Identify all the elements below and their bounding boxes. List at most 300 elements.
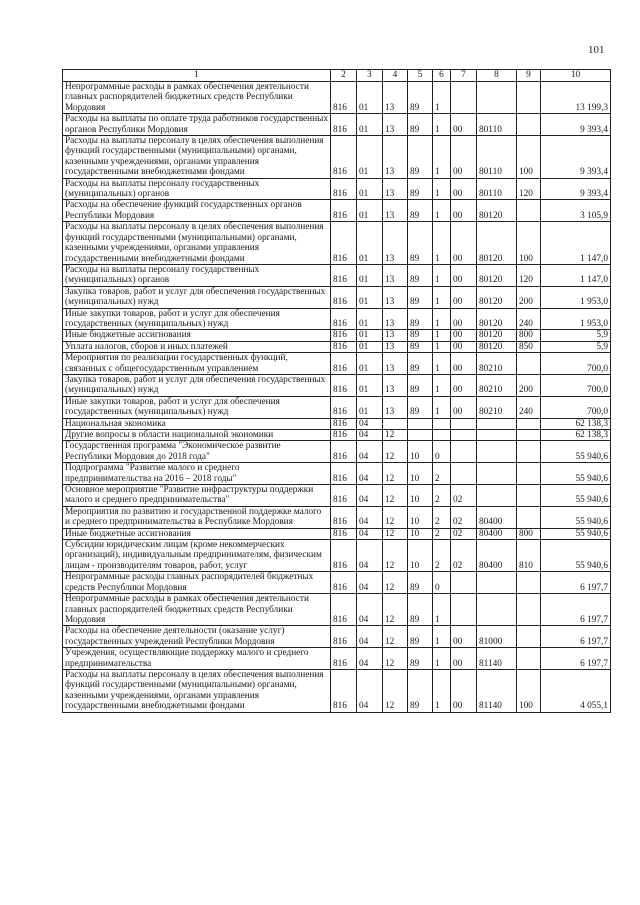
code-expense-type-cell: 240 xyxy=(517,396,541,418)
code-rz-cell: 04 xyxy=(357,463,383,485)
budget-table xyxy=(62,69,611,713)
table-body xyxy=(63,82,611,713)
code-expense-type-cell xyxy=(517,82,541,114)
row-name-cell: Учреждения, осуществляющие поддержку малого и среднего предпринимательства xyxy=(63,648,331,670)
code-rz-cell: 01 xyxy=(357,330,383,341)
code-expense-type-cell xyxy=(517,594,541,626)
code-activity-cell: 00 xyxy=(451,669,477,712)
code-subprogram-cell: 1 xyxy=(433,136,451,179)
code-rz-cell: 01 xyxy=(357,82,383,114)
code-activity-cell: 02 xyxy=(451,485,477,507)
code-expense-type-cell: 100 xyxy=(517,136,541,179)
table-row xyxy=(63,540,611,572)
code-activity-cell xyxy=(451,418,477,429)
amount-cell: 5,9 xyxy=(541,341,611,352)
header-cell: 5 xyxy=(408,70,433,82)
code-activity-cell: 00 xyxy=(451,136,477,179)
table-row xyxy=(63,200,611,222)
amount-cell: 1 147,0 xyxy=(541,222,611,265)
code-program-cell: 10 xyxy=(408,441,433,463)
code-activity-cell: 02 xyxy=(451,540,477,572)
amount-cell: 55 940,6 xyxy=(541,441,611,463)
code-activity-cell: 00 xyxy=(451,330,477,341)
row-name-cell: Расходы на выплаты по оплате труда работников государственных органов Республики Мордовия xyxy=(63,114,331,136)
amount-cell: 5,9 xyxy=(541,330,611,341)
table-row xyxy=(63,330,611,341)
amount-cell: 13 199,3 xyxy=(541,82,611,114)
code-pr-cell: 12 xyxy=(383,441,408,463)
code-gr-cell: 816 xyxy=(331,330,357,341)
code-rz-cell: 01 xyxy=(357,222,383,265)
code-rz-cell: 01 xyxy=(357,264,383,286)
header-cell: 1 xyxy=(63,70,331,82)
code-expense-type-cell: 200 xyxy=(517,374,541,396)
code-gr-cell: 816 xyxy=(331,82,357,114)
row-name-cell: Непрограммные расходы в рамках обеспечения деятельности главных распорядителей бюджетных средств Республики Мордовия xyxy=(63,594,331,626)
table-row xyxy=(63,222,611,265)
code-direction-cell xyxy=(477,441,517,463)
code-program-cell: 89 xyxy=(408,374,433,396)
row-name-cell: Уплата налогов, сборов и иных платежей xyxy=(63,341,331,352)
row-name-cell: Мероприятия по реализации государственных функций, связанных с общегосударственным управлением xyxy=(63,353,331,375)
row-name-cell: Подпрограмма "Развитие малого и среднего предпринимательства на 2016 – 2018 годы" xyxy=(63,463,331,485)
code-activity-cell: 02 xyxy=(451,528,477,539)
code-gr-cell: 816 xyxy=(331,463,357,485)
code-program-cell: 89 xyxy=(408,82,433,114)
code-gr-cell: 816 xyxy=(331,669,357,712)
code-activity-cell: 00 xyxy=(451,626,477,648)
amount-cell: 62 138,3 xyxy=(541,430,611,441)
table-row xyxy=(63,463,611,485)
code-activity-cell xyxy=(451,430,477,441)
code-direction-cell: 80120 xyxy=(477,286,517,308)
code-direction-cell xyxy=(477,418,517,429)
code-subprogram-cell: 2 xyxy=(433,540,451,572)
code-direction-cell: 80210 xyxy=(477,374,517,396)
row-name-cell: Государственная программа "Экономическое развитие Республики Мордовия до 2018 года" xyxy=(63,441,331,463)
code-pr-cell: 12 xyxy=(383,528,408,539)
header-cell: 9 xyxy=(517,70,541,82)
code-pr-cell: 12 xyxy=(383,572,408,594)
header-cell: 8 xyxy=(477,70,517,82)
code-gr-cell: 816 xyxy=(331,222,357,265)
code-pr-cell: 12 xyxy=(383,594,408,626)
code-direction-cell xyxy=(477,430,517,441)
code-subprogram-cell: 1 xyxy=(433,82,451,114)
code-expense-type-cell xyxy=(517,572,541,594)
row-name-cell: Закупка товаров, работ и услуг для обеспечения государственных (муниципальных) нужд xyxy=(63,286,331,308)
amount-cell: 1 953,0 xyxy=(541,308,611,330)
code-subprogram-cell: 1 xyxy=(433,374,451,396)
code-program-cell: 89 xyxy=(408,669,433,712)
code-program-cell: 89 xyxy=(408,222,433,265)
table-row xyxy=(63,353,611,375)
amount-cell: 55 940,6 xyxy=(541,540,611,572)
code-subprogram-cell xyxy=(433,430,451,441)
code-expense-type-cell: 200 xyxy=(517,286,541,308)
code-activity-cell: 00 xyxy=(451,374,477,396)
code-subprogram-cell: 1 xyxy=(433,264,451,286)
code-gr-cell: 816 xyxy=(331,485,357,507)
amount-cell: 700,0 xyxy=(541,374,611,396)
code-gr-cell: 816 xyxy=(331,506,357,528)
code-expense-type-cell xyxy=(517,506,541,528)
code-pr-cell: 13 xyxy=(383,200,408,222)
table-row xyxy=(63,430,611,441)
table-row xyxy=(63,572,611,594)
code-program-cell: 10 xyxy=(408,485,433,507)
code-program-cell: 10 xyxy=(408,540,433,572)
table-row xyxy=(63,648,611,670)
code-pr-cell: 12 xyxy=(383,626,408,648)
code-pr-cell: 13 xyxy=(383,374,408,396)
code-activity-cell: 00 xyxy=(451,114,477,136)
code-expense-type-cell: 800 xyxy=(517,528,541,539)
code-rz-cell: 04 xyxy=(357,506,383,528)
amount-cell: 6 197,7 xyxy=(541,572,611,594)
header-cell: 3 xyxy=(357,70,383,82)
table-row xyxy=(63,626,611,648)
amount-cell: 55 940,6 xyxy=(541,506,611,528)
header-cell: 4 xyxy=(383,70,408,82)
code-activity-cell: 00 xyxy=(451,353,477,375)
code-rz-cell: 01 xyxy=(357,200,383,222)
code-program-cell: 89 xyxy=(408,114,433,136)
code-rz-cell: 01 xyxy=(357,396,383,418)
code-program-cell xyxy=(408,430,433,441)
table-row xyxy=(63,114,611,136)
amount-cell: 6 197,7 xyxy=(541,626,611,648)
code-gr-cell: 816 xyxy=(331,353,357,375)
code-program-cell: 10 xyxy=(408,506,433,528)
code-direction-cell: 80400 xyxy=(477,540,517,572)
code-pr-cell: 13 xyxy=(383,178,408,200)
code-expense-type-cell xyxy=(517,418,541,429)
code-subprogram-cell: 1 xyxy=(433,286,451,308)
code-rz-cell: 04 xyxy=(357,669,383,712)
code-gr-cell: 816 xyxy=(331,441,357,463)
code-activity-cell xyxy=(451,463,477,485)
amount-cell: 6 197,7 xyxy=(541,594,611,626)
code-expense-type-cell xyxy=(517,485,541,507)
code-subprogram-cell: 1 xyxy=(433,200,451,222)
code-subprogram-cell: 1 xyxy=(433,178,451,200)
code-program-cell: 89 xyxy=(408,286,433,308)
row-name-cell: Иные закупки товаров, работ и услуг для обеспечения государственных (муниципальных) нужд xyxy=(63,308,331,330)
code-expense-type-cell: 850 xyxy=(517,341,541,352)
code-gr-cell: 816 xyxy=(331,286,357,308)
code-pr-cell: 12 xyxy=(383,540,408,572)
code-gr-cell: 816 xyxy=(331,528,357,539)
amount-cell: 9 393,4 xyxy=(541,114,611,136)
table-row xyxy=(63,286,611,308)
code-rz-cell: 01 xyxy=(357,353,383,375)
code-program-cell: 89 xyxy=(408,626,433,648)
code-rz-cell: 04 xyxy=(357,626,383,648)
table-row xyxy=(63,418,611,429)
code-activity-cell: 00 xyxy=(451,308,477,330)
code-rz-cell: 04 xyxy=(357,485,383,507)
row-name-cell: Непрограммные расходы в рамках обеспечения деятельности главных распорядителей бюджетных средств Республики Мордовия xyxy=(63,82,331,114)
table-row xyxy=(63,374,611,396)
code-pr-cell: 13 xyxy=(383,264,408,286)
code-subprogram-cell: 2 xyxy=(433,528,451,539)
row-name-cell: Мероприятия по развитию и государственной поддержке малого и среднего предпринимательства в Республике Мордовия xyxy=(63,506,331,528)
code-rz-cell: 01 xyxy=(357,374,383,396)
code-activity-cell xyxy=(451,572,477,594)
table-row xyxy=(63,485,611,507)
code-rz-cell: 04 xyxy=(357,441,383,463)
code-program-cell: 89 xyxy=(408,136,433,179)
code-direction-cell xyxy=(477,594,517,626)
amount-cell: 700,0 xyxy=(541,353,611,375)
code-direction-cell: 80110 xyxy=(477,114,517,136)
code-pr-cell: 12 xyxy=(383,506,408,528)
code-rz-cell: 04 xyxy=(357,528,383,539)
code-expense-type-cell: 800 xyxy=(517,330,541,341)
row-name-cell: Расходы на выплаты персоналу в целях обеспечения выполнения функций государственными (муниципальными) органами, казенными учреждениями, органами управления государственными внебюджетными фондами xyxy=(63,669,331,712)
code-rz-cell: 04 xyxy=(357,648,383,670)
code-program-cell: 10 xyxy=(408,463,433,485)
code-expense-type-cell: 120 xyxy=(517,178,541,200)
code-program-cell: 89 xyxy=(408,330,433,341)
code-activity-cell: 00 xyxy=(451,396,477,418)
code-subprogram-cell: 1 xyxy=(433,648,451,670)
code-subprogram-cell: 1 xyxy=(433,594,451,626)
code-gr-cell: 816 xyxy=(331,341,357,352)
code-expense-type-cell: 120 xyxy=(517,264,541,286)
code-direction-cell: 81000 xyxy=(477,626,517,648)
amount-cell: 9 393,4 xyxy=(541,178,611,200)
table-row xyxy=(63,594,611,626)
row-name-cell: Субсидии юридическим лицам (кроме некоммерческих организаций), индивидуальным предпринимателям, физическим лицам - производителям товаров, работ, услуг xyxy=(63,540,331,572)
code-program-cell: 89 xyxy=(408,648,433,670)
code-activity-cell: 00 xyxy=(451,341,477,352)
code-activity-cell: 00 xyxy=(451,222,477,265)
code-rz-cell: 01 xyxy=(357,178,383,200)
code-direction-cell: 80120 xyxy=(477,341,517,352)
code-expense-type-cell xyxy=(517,353,541,375)
amount-cell: 55 940,6 xyxy=(541,485,611,507)
row-name-cell: Расходы на выплаты персоналу в целях обеспечения выполнения функций государственными (муниципальными) органами, казенными учреждениями, органами управления государственными внебюджетными фондами xyxy=(63,136,331,179)
code-rz-cell: 01 xyxy=(357,341,383,352)
code-subprogram-cell: 1 xyxy=(433,308,451,330)
code-gr-cell: 816 xyxy=(331,374,357,396)
code-pr-cell: 12 xyxy=(383,648,408,670)
code-subprogram-cell: 2 xyxy=(433,463,451,485)
code-subprogram-cell: 2 xyxy=(433,485,451,507)
code-rz-cell: 01 xyxy=(357,136,383,179)
code-subprogram-cell: 2 xyxy=(433,506,451,528)
row-name-cell: Иные закупки товаров, работ и услуг для обеспечения государственных (муниципальных) нужд xyxy=(63,396,331,418)
code-pr-cell: 13 xyxy=(383,82,408,114)
code-direction-cell: 80400 xyxy=(477,528,517,539)
code-subprogram-cell: 1 xyxy=(433,222,451,265)
code-gr-cell: 816 xyxy=(331,418,357,429)
code-pr-cell: 13 xyxy=(383,308,408,330)
code-rz-cell: 04 xyxy=(357,540,383,572)
code-expense-type-cell xyxy=(517,114,541,136)
code-rz-cell: 01 xyxy=(357,114,383,136)
code-program-cell: 89 xyxy=(408,178,433,200)
code-activity-cell: 00 xyxy=(451,200,477,222)
code-program-cell: 89 xyxy=(408,594,433,626)
code-pr-cell: 12 xyxy=(383,669,408,712)
amount-cell: 3 105,9 xyxy=(541,200,611,222)
code-pr-cell: 13 xyxy=(383,353,408,375)
code-pr-cell: 13 xyxy=(383,341,408,352)
code-direction-cell: 80120 xyxy=(477,330,517,341)
header-cell: 7 xyxy=(451,70,477,82)
table-row xyxy=(63,341,611,352)
amount-cell: 4 055,1 xyxy=(541,669,611,712)
row-name-cell: Иные бюджетные ассигнования xyxy=(63,528,331,539)
code-subprogram-cell: 1 xyxy=(433,669,451,712)
code-program-cell: 89 xyxy=(408,264,433,286)
code-program-cell: 89 xyxy=(408,396,433,418)
amount-cell: 62 138,3 xyxy=(541,418,611,429)
amount-cell: 6 197,7 xyxy=(541,648,611,670)
amount-cell: 55 940,6 xyxy=(541,528,611,539)
row-name-cell: Расходы на выплаты персоналу государственных (муниципальных) органов xyxy=(63,178,331,200)
code-program-cell xyxy=(408,418,433,429)
table-row xyxy=(63,441,611,463)
code-gr-cell: 816 xyxy=(331,540,357,572)
code-direction-cell xyxy=(477,463,517,485)
code-direction-cell: 80210 xyxy=(477,353,517,375)
code-pr-cell: 12 xyxy=(383,430,408,441)
code-expense-type-cell xyxy=(517,648,541,670)
code-activity-cell: 00 xyxy=(451,264,477,286)
code-activity-cell: 00 xyxy=(451,178,477,200)
row-name-cell: Другие вопросы в области национальной экономики xyxy=(63,430,331,441)
code-activity-cell: 00 xyxy=(451,286,477,308)
code-direction-cell: 80400 xyxy=(477,506,517,528)
row-name-cell: Основное мероприятие "Развитие инфраструктуры поддержки малого и среднего предпринимательства" xyxy=(63,485,331,507)
code-rz-cell: 04 xyxy=(357,594,383,626)
code-gr-cell: 816 xyxy=(331,178,357,200)
code-gr-cell: 816 xyxy=(331,396,357,418)
code-gr-cell: 816 xyxy=(331,136,357,179)
code-expense-type-cell xyxy=(517,463,541,485)
code-expense-type-cell: 100 xyxy=(517,222,541,265)
table-row xyxy=(63,82,611,114)
amount-cell: 9 393,4 xyxy=(541,136,611,179)
code-activity-cell xyxy=(451,441,477,463)
row-name-cell: Непрограммные расходы главных распорядителей бюджетных средств Республики Мордовия xyxy=(63,572,331,594)
amount-cell: 1 953,0 xyxy=(541,286,611,308)
code-pr-cell: 13 xyxy=(383,136,408,179)
code-subprogram-cell: 1 xyxy=(433,114,451,136)
code-gr-cell: 816 xyxy=(331,430,357,441)
code-direction-cell: 80110 xyxy=(477,178,517,200)
code-subprogram-cell: 1 xyxy=(433,341,451,352)
row-name-cell: Национальная экономика xyxy=(63,418,331,429)
code-expense-type-cell: 240 xyxy=(517,308,541,330)
code-rz-cell: 01 xyxy=(357,308,383,330)
code-direction-cell: 80120 xyxy=(477,222,517,265)
row-name-cell: Расходы на обеспечение функций государственных органов Республики Мордовия xyxy=(63,200,331,222)
code-direction-cell: 81140 xyxy=(477,669,517,712)
code-program-cell: 10 xyxy=(408,528,433,539)
code-gr-cell: 816 xyxy=(331,594,357,626)
code-pr-cell: 13 xyxy=(383,114,408,136)
code-subprogram-cell: 0 xyxy=(433,572,451,594)
code-pr-cell: 13 xyxy=(383,286,408,308)
code-gr-cell: 816 xyxy=(331,114,357,136)
code-expense-type-cell xyxy=(517,441,541,463)
row-name-cell: Иные бюджетные ассигнования xyxy=(63,330,331,341)
code-activity-cell: 02 xyxy=(451,506,477,528)
code-subprogram-cell: 1 xyxy=(433,330,451,341)
table-row xyxy=(63,528,611,539)
code-direction-cell: 81140 xyxy=(477,648,517,670)
amount-cell: 1 147,0 xyxy=(541,264,611,286)
code-gr-cell: 816 xyxy=(331,200,357,222)
code-program-cell: 89 xyxy=(408,353,433,375)
code-subprogram-cell: 0 xyxy=(433,441,451,463)
code-program-cell: 89 xyxy=(408,308,433,330)
table-row xyxy=(63,264,611,286)
code-expense-type-cell xyxy=(517,200,541,222)
code-expense-type-cell: 100 xyxy=(517,669,541,712)
page-number: 101 xyxy=(588,44,605,56)
code-gr-cell: 816 xyxy=(331,264,357,286)
code-gr-cell: 816 xyxy=(331,626,357,648)
code-expense-type-cell: 810 xyxy=(517,540,541,572)
header-cell: 2 xyxy=(331,70,357,82)
code-gr-cell: 816 xyxy=(331,308,357,330)
amount-cell: 700,0 xyxy=(541,396,611,418)
code-activity-cell xyxy=(451,594,477,626)
code-pr-cell xyxy=(383,418,408,429)
header-row xyxy=(63,70,611,82)
header-cell: 6 xyxy=(433,70,451,82)
code-pr-cell: 13 xyxy=(383,222,408,265)
code-activity-cell xyxy=(451,82,477,114)
code-pr-cell: 13 xyxy=(383,396,408,418)
code-program-cell: 89 xyxy=(408,572,433,594)
code-direction-cell: 80120 xyxy=(477,308,517,330)
code-direction-cell: 80210 xyxy=(477,396,517,418)
code-direction-cell: 80120 xyxy=(477,264,517,286)
code-rz-cell: 01 xyxy=(357,286,383,308)
row-name-cell: Закупка товаров, работ и услуг для обеспечения государственных (муниципальных) нужд xyxy=(63,374,331,396)
code-subprogram-cell xyxy=(433,418,451,429)
table-row xyxy=(63,178,611,200)
code-direction-cell xyxy=(477,572,517,594)
code-rz-cell: 04 xyxy=(357,418,383,429)
code-direction-cell xyxy=(477,485,517,507)
code-activity-cell: 00 xyxy=(451,648,477,670)
amount-cell: 55 940,6 xyxy=(541,463,611,485)
code-program-cell: 89 xyxy=(408,200,433,222)
code-program-cell: 89 xyxy=(408,341,433,352)
row-name-cell: Расходы на выплаты персоналу в целях обеспечения выполнения функций государственными (муниципальными) органами, казенными учреждениями, органами управления государственными внебюджетными фондами xyxy=(63,222,331,265)
table-row xyxy=(63,506,611,528)
code-subprogram-cell: 1 xyxy=(433,396,451,418)
code-pr-cell: 12 xyxy=(383,485,408,507)
code-pr-cell: 12 xyxy=(383,463,408,485)
table-row xyxy=(63,308,611,330)
code-gr-cell: 816 xyxy=(331,572,357,594)
table-row xyxy=(63,669,611,712)
row-name-cell: Расходы на обеспечение деятельности (оказание услуг) государственных учреждений Республики Мордовия xyxy=(63,626,331,648)
code-direction-cell: 80120 xyxy=(477,200,517,222)
code-expense-type-cell xyxy=(517,430,541,441)
code-pr-cell: 13 xyxy=(383,330,408,341)
code-expense-type-cell xyxy=(517,626,541,648)
